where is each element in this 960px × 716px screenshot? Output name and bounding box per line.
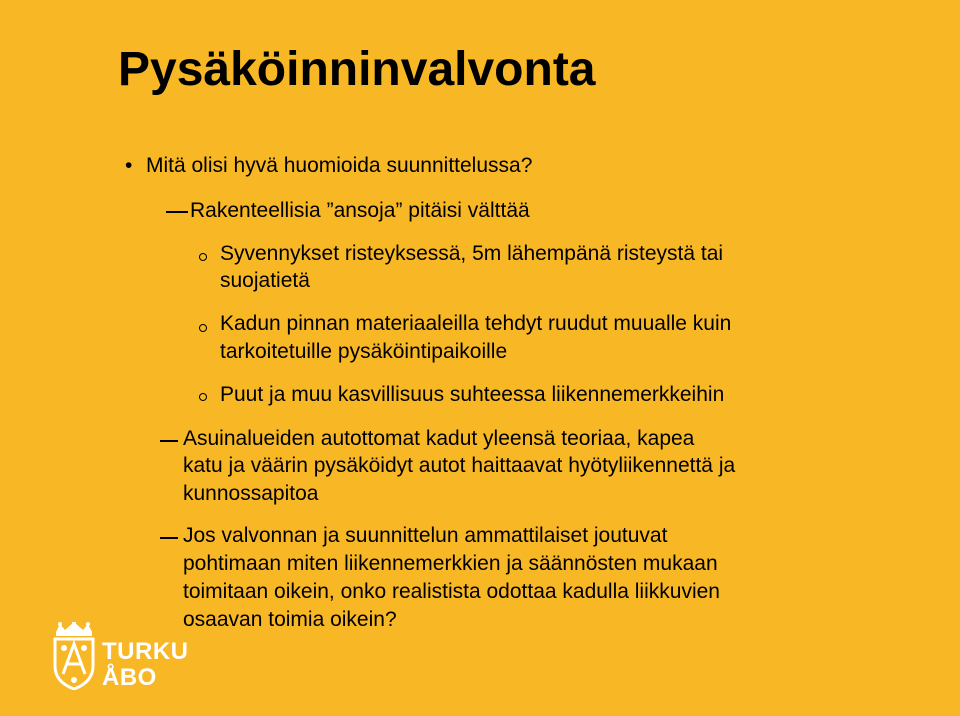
sub-3-line-3: toimitaan oikein, onko realistista odottaa kadulla liikkuvien (183, 580, 720, 603)
circle-bullet (199, 324, 207, 332)
sub-2-line-2: katu ja väärin pysäköidyt autot haittaavat hyötyliikennettä ja (183, 454, 736, 477)
sub-2-line-3: kunnossapitoa (183, 482, 319, 505)
bullet-1-text: Mitä olisi hyvä huomioida suunnittelussa? (146, 154, 533, 177)
sub-3-line-1: Jos valvonnan ja suunnittelun ammattilaiset joutuvat (183, 524, 668, 547)
sub-3-line-2: pohtimaan miten liikennemerkkien ja säännösten mukaan (183, 552, 718, 575)
circle-bullet (199, 393, 207, 401)
sub-1-item-1-cont: suojatietä (220, 269, 310, 292)
turku-coat-of-arms-icon (52, 622, 96, 690)
logo-word-abo: ÅBO (102, 664, 157, 691)
bullet-dot: • (125, 154, 133, 177)
dash-marker (160, 537, 178, 539)
sub-1-item-1: Syvennykset risteyksessä, 5m lähempänä risteystä tai (220, 242, 724, 265)
sub-2-line-1: Asuinalueiden autottomat kadut yleensä teoriaa, kapea (183, 427, 695, 450)
sub-1-item-3: Puut ja muu kasvillisuus suhteessa liikennemerkkeihin (220, 383, 725, 406)
dash-marker (166, 211, 188, 213)
sub-3-line-4: osaavan toimia oikein? (183, 608, 397, 631)
logo-word-turku: TURKU (102, 638, 189, 665)
sub-1-item-2: Kadun pinnan materiaaleilla tehdyt ruudut muualle kuin (220, 312, 732, 335)
turku-logo (52, 622, 192, 692)
sub-1-item-2-cont: tarkoitetuille pysäköintipaikoille (220, 340, 508, 363)
dash-marker (160, 440, 178, 442)
sub-1-text: Rakenteellisia ”ansoja” pitäisi välttää (190, 199, 530, 222)
circle-bullet (199, 253, 207, 261)
slide-title: Pysäköinninvalvonta (118, 43, 596, 96)
